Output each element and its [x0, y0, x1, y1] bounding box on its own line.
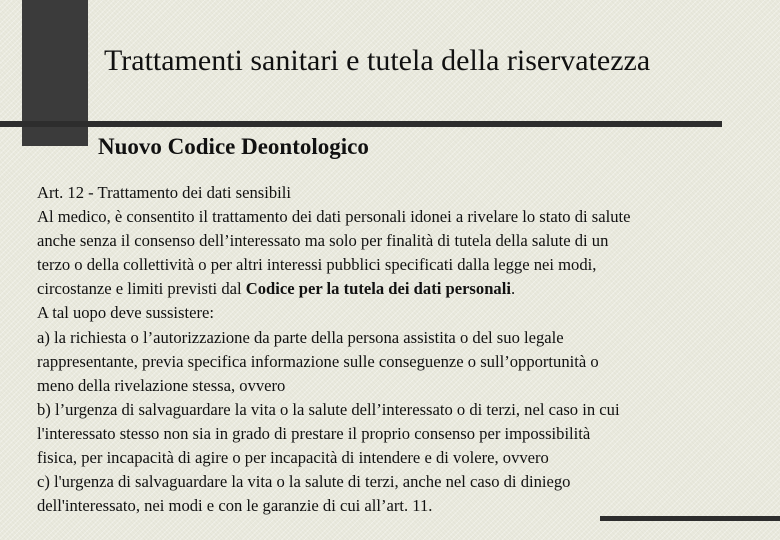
body-line: l'interessato stesso non sia in grado di prestare il proprio consenso per impossibilità: [37, 423, 591, 443]
slide-body: [37, 181, 767, 518]
body-text-segment: circostanze e limiti previsti dal: [37, 279, 246, 299]
condition-b: b) l’urgenza di salvaguardare la vita o la salute dell’interessato o di terzi, nel caso in cui: [37, 399, 620, 419]
slide-subtitle: Nuovo Codice Deontologico: [98, 134, 369, 159]
body-line: Al medico, è consentito il trattamento dei dati personali idonei a rivelare lo stato di salute: [37, 207, 631, 227]
title-divider-bar: [0, 121, 722, 127]
body-line: fisica, per incapacità di agire o per incapacità di intendere e di volere, ovvero: [37, 448, 549, 468]
body-line: A tal uopo deve sussistere:: [37, 303, 214, 323]
body-line: terzo o della collettività o per altri interessi pubblici specificati dalla legge nei modi,: [37, 255, 597, 275]
condition-a: a) la richiesta o l’autorizzazione da parte della persona assistita o del suo legale: [37, 327, 564, 347]
code-reference: Codice per la tutela dei dati personali: [245, 279, 511, 299]
condition-c: c) l'urgenza di salvaguardare la vita o la salute di terzi, anche nel caso di diniego: [37, 472, 571, 492]
body-line: dell'interessato, nei modi e con le garanzie di cui all’art. 11.: [37, 496, 433, 516]
article-heading: Art. 12 - Trattamento dei dati sensibili: [37, 183, 291, 202]
body-line: anche senza il consenso dell’interessato ma solo per finalità di tutela della salute di un: [37, 231, 609, 251]
body-line: rappresentante, previa specifica informazione sulle conseguenze o sull’opportunità o: [37, 351, 599, 371]
slide-title: Trattamenti sanitari e tutela della riservatezza: [104, 44, 651, 77]
body-text-segment: .: [510, 279, 516, 299]
body-line: [37, 277, 767, 301]
body-line: meno della rivelazione stessa, ovvero: [37, 375, 286, 395]
